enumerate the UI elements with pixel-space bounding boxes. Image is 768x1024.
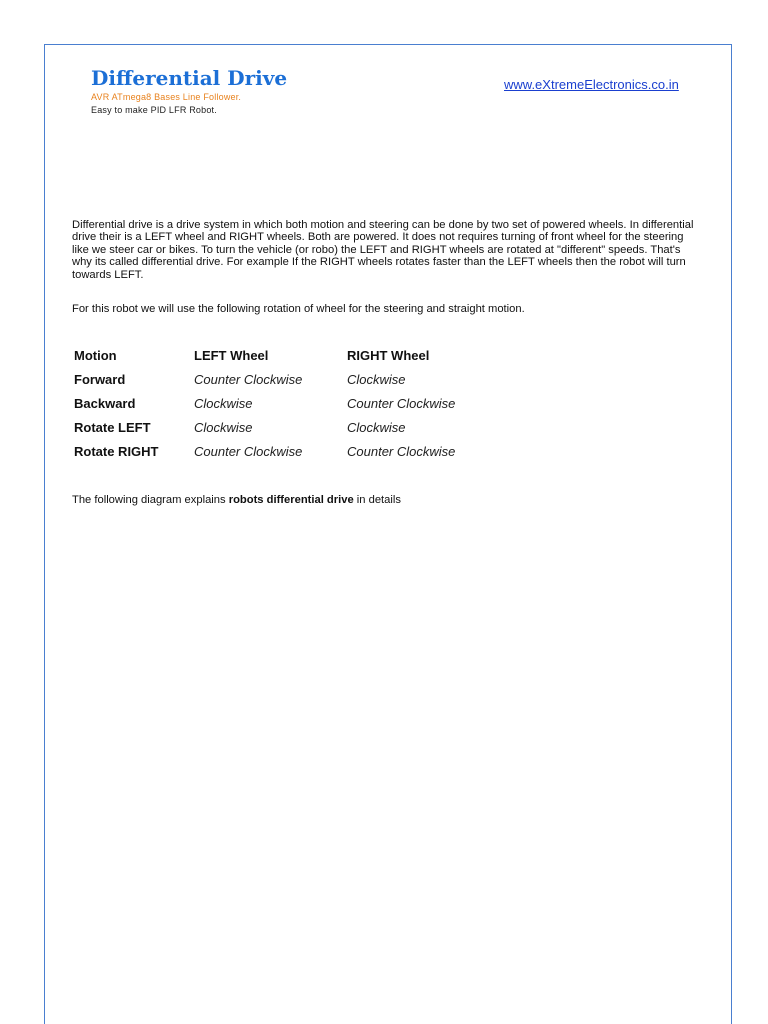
wheel-rotation-table xyxy=(74,343,497,463)
table-row xyxy=(74,415,497,439)
right-wheel-cell: Clockwise xyxy=(347,371,406,387)
right-wheel-cell: Counter Clockwise xyxy=(347,395,456,411)
left-wheel-cell: Clockwise xyxy=(194,395,253,411)
table-lead-paragraph: For this robot we will use the following rotation of wheel for the steering and straight motion. xyxy=(72,303,525,315)
diagram-note-prefix: The following diagram explains xyxy=(72,494,229,506)
motion-cell: Forward xyxy=(74,371,126,387)
website-link[interactable]: www.eXtremeElectronics.co.in xyxy=(504,77,679,92)
header-left-wheel: LEFT Wheel xyxy=(194,347,269,363)
motion-cell: Rotate RIGHT xyxy=(74,443,159,459)
document-subtitle: AVR ATmega8 Bases Line Follower. xyxy=(91,92,242,102)
intro-paragraph: Differential drive is a drive system in which both motion and steering can be done by two set of powered wheels. In differential drive their is a LEFT wheel and RIGHT wheels. Both are powered. It does not requires turning of front wheel for the steering like we steer car or bikes. To turn the vehicle (or robo) the LEFT and RIGHT wheels are rotated at "different" speeds. That's why its called differential drive. For example If the RIGHT wheels rotates faster than the LEFT wheels then the robot will turn towards LEFT. xyxy=(72,219,694,281)
table-header-row xyxy=(74,343,497,367)
header-motion: Motion xyxy=(74,347,117,363)
header-right-wheel: RIGHT Wheel xyxy=(347,347,430,363)
table-row xyxy=(74,367,497,391)
diagram-note xyxy=(72,494,401,507)
left-wheel-cell: Counter Clockwise xyxy=(194,443,303,459)
document-page xyxy=(44,44,732,1024)
right-wheel-cell: Counter Clockwise xyxy=(347,443,456,459)
diagram-note-suffix: in details xyxy=(353,494,401,506)
motion-cell: Backward xyxy=(74,395,136,411)
right-wheel-cell: Clockwise xyxy=(347,419,406,435)
document-tagline: Easy to make PID LFR Robot. xyxy=(91,105,217,115)
motion-cell: Rotate LEFT xyxy=(74,419,151,435)
diagram-note-bold: robots differential drive xyxy=(228,494,354,506)
left-wheel-cell: Counter Clockwise xyxy=(194,371,303,387)
table-row xyxy=(74,439,497,463)
document-title: Differential Drive xyxy=(91,66,288,90)
left-wheel-cell: Clockwise xyxy=(194,419,253,435)
table-row xyxy=(74,391,497,415)
